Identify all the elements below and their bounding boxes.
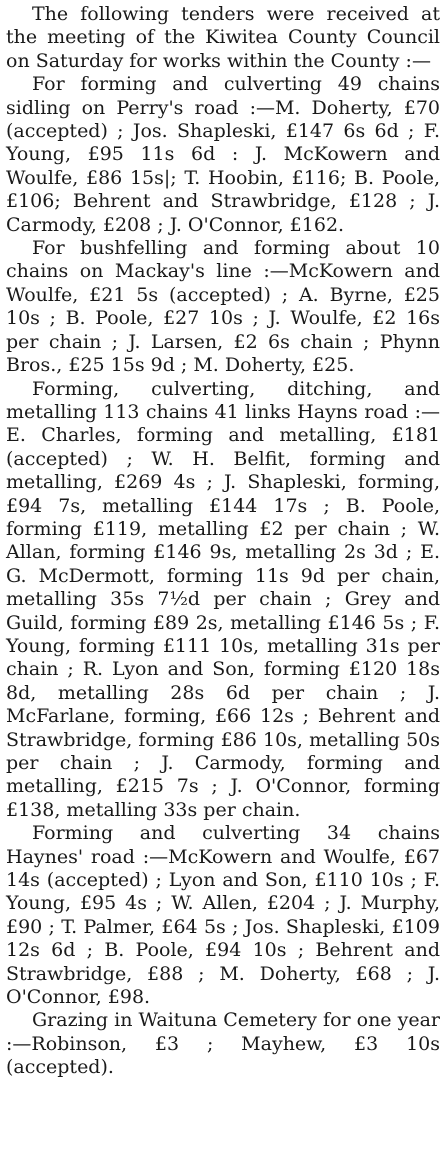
hayns-road-tenders-paragraph: Forming, culverting, ditching, and metalling 113 chains 41 links Hayns road :—E. Charles, forming and metalling, £181 (accepted) ; W. H. Belfit, forming and metalling, £269 4s ; J. Shapleski, forming, £94 7s, metalling £144 17s ; B. Poole, forming £119, metalling £2 per chain ; W. Allan, forming £146 9s, metalling 2s 3d ; E. G. McDermott, forming 11s 9d per chain, metalling 35s 7½d per chain ; Grey and Guild, forming £89 2s, metalling £146 5s ; F. Young, forming £111 10s, metalling 31s per chain ; R. Lyon and Son, forming £120 18s 8d, metalling 28s 6d per chain ; J. McFarlane, forming, £66 12s ; Behrent and Strawbridge, forming £86 10s, metalling 50s per chain ; J. Carmody, forming and metalling, £215 7s ; J. O'Connor, forming £138, metalling 33s per chain. [6, 377, 440, 821]
haynes-road-tenders-paragraph: Forming and culverting 34 chains Haynes' road :—McKowern and Woulfe, £67 14s (accepted) ; Lyon and Son, £110 10s ; F. Young, £95 4s ; W. Allen, £204 ; J. Murphy, £90 ; T. Palmer, £64 5s ; Jos. Shapleski, £109 12s 6d ; B. Poole, £94 10s ; Behrent and Strawbridge, £88 ; M. Doherty, £68 ; J. O'Connor, £98. [6, 822, 440, 1009]
perrys-road-tenders-paragraph: For forming and culverting 49 chains sidling on Perry's road :—M. Doherty, £70 (accepted) ; Jos. Shapleski, £147 6s 6d ; F. Young, £95 11s 6d : J. McKowern and Woulfe, £86 15s|; T. Hoobin, £116; B. Poole, £106; Behrent and Strawbridge, £128 ; J. Carmody, £208 ; J. O'Connor, £162. [6, 73, 440, 236]
mackays-line-tenders-paragraph: For bushfelling and forming about 10 chains on Mackay's line :—McKowern and Woulfe, £21 5s (accepted) ; A. Byrne, £25 10s ; B. Poole, £27 10s ; J. Woulfe, £2 16s per chain ; J. Larsen, £2 6s chain ; Phynn Bros., £25 15s 9d ; M. Doherty, £25. [6, 237, 440, 377]
cemetery-grazing-paragraph: Grazing in Waituna Cemetery for one year :—Robinson, £3 ; Mayhew, £3 10s (accepted). [6, 1009, 440, 1079]
intro-paragraph: The following tenders were received at the meeting of the Kiwitea County Council on Saturday for works within the County :— [6, 3, 440, 72]
